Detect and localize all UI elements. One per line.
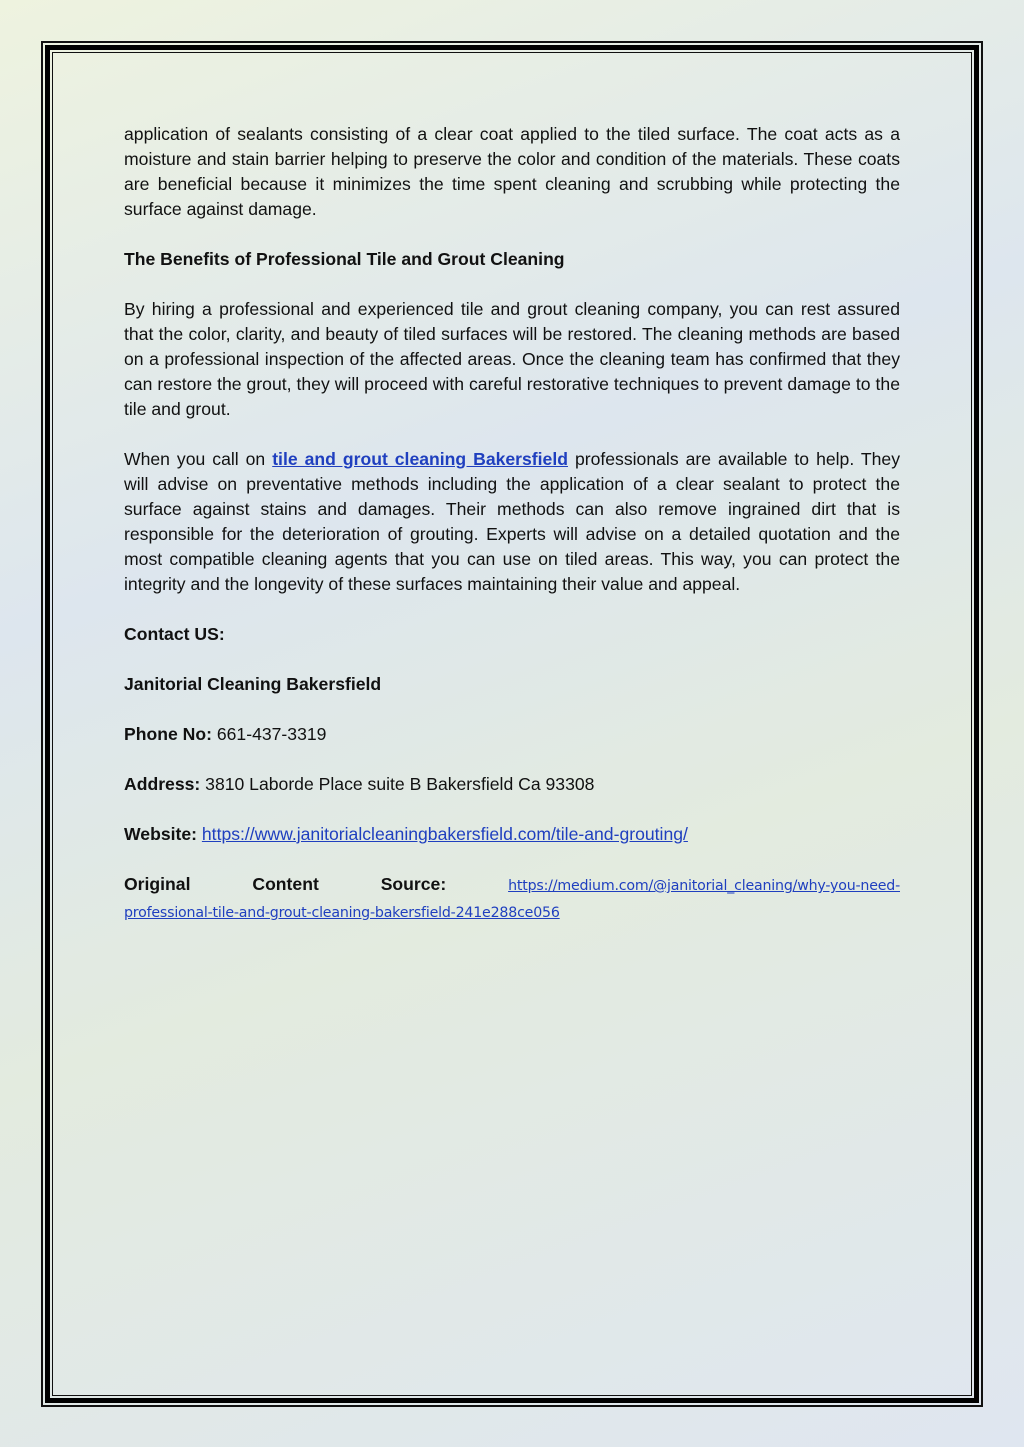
tile-grout-cleaning-link[interactable]: tile and grout cleaning Bakersfield: [272, 449, 568, 469]
website-label: Website:: [124, 824, 197, 844]
source-line: [124, 872, 900, 899]
section-heading: The Benefits of Professional Tile and Grout Cleaning: [124, 249, 565, 269]
phone-line: [124, 722, 900, 747]
source-word-source: Source:: [380, 874, 447, 894]
company-name: Janitorial Cleaning Bakersfield: [124, 674, 382, 694]
source-word-original: Original: [124, 874, 191, 894]
phone-label: Phone No:: [124, 724, 212, 744]
source-link-continuation: [124, 899, 900, 926]
website-link[interactable]: https://www.janitorialcleaningbakersfield.com/tile-and-grouting/: [201, 824, 688, 844]
address-line: [124, 772, 900, 797]
address-value: 3810 Laborde Place suite B Bakersfield Ca 93308: [200, 774, 595, 794]
source-link-part-2[interactable]: professional-tile-and-grout-cleaning-bakersfield-241e288ce056: [124, 905, 560, 921]
services-text-before: When you call on: [124, 449, 273, 469]
source-word-content: Content: [252, 874, 319, 894]
services-paragraph: [124, 447, 900, 597]
phone-number: 661-437-3319: [211, 724, 327, 744]
benefits-paragraph: By hiring a professional and experienced tile and grout cleaning company, you can rest assured that the color, clarity, and beauty of tiled surfaces will be restored. The cleaning methods are based on a professional inspection of the affected areas. Once the cleaning team has confirmed that they can restore the grout, they will proceed with careful restorative techniques to prevent damage to the tile and grout.: [124, 299, 900, 419]
services-text-after: professionals are available to help. They will advise on preventative methods including the application of a clear sealant to protect the surface against stains and damages. Their methods can also remove ingrained dirt that is responsible for the deterioration of grouting. Experts will advise on a detailed quotation and the most compatible cleaning agents that you can use on tiled areas. This way, you can protect the integrity and the longevity of these surfaces maintaining their value and appeal.: [124, 449, 900, 594]
intro-paragraph: application of sealants consisting of a clear coat applied to the tiled surface. The coat acts as a moisture and stain barrier helping to preserve the color and condition of the materials. These coats are beneficial because it minimizes the time spent cleaning and scrubbing while protecting the surface against damage.: [124, 124, 900, 219]
source-link-part-1[interactable]: https://medium.com/@janitorial_cleaning/why-you-need-: [508, 878, 900, 894]
address-label: Address:: [124, 774, 201, 794]
document-body: [124, 122, 900, 926]
website-line: [124, 822, 900, 847]
contact-heading: Contact US:: [124, 624, 225, 644]
